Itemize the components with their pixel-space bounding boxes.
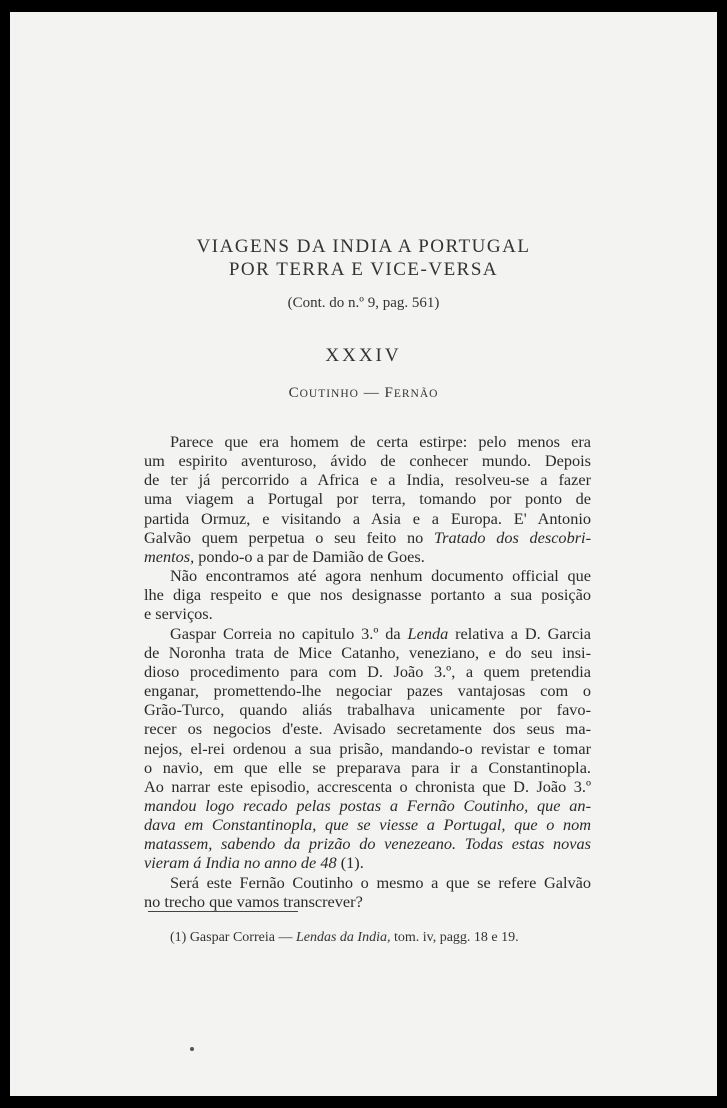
paragraph-2 — [144, 566, 591, 623]
text-line: partida Ormuz, e visitando a Asia e a Europa. E' Antonio — [144, 508, 591, 528]
text-line: de Noronha trata de Mice Catanho, veneziano, e do seu insi- — [144, 642, 591, 662]
text-line: um espirito aventuroso, ávido de conhecer mundo. Depois — [144, 451, 591, 471]
text-line: recer os negocios d'este. Avisado secretamente dos seus ma- — [144, 719, 591, 739]
italic-title: mentos, — [144, 546, 195, 566]
italic-quote-line: dava em Constantinopla, que se viesse a Portugal, que o nom — [144, 815, 591, 835]
text-line: o navio, em que elle se preparava para ir a Constantinopla. — [144, 757, 591, 777]
paragraph-3 — [144, 624, 591, 873]
text-line: no trecho que vamos transcrever? — [144, 891, 363, 911]
text-line: dioso procedimento para com D. João 3.º, a quem pretendia — [144, 661, 591, 681]
heading-dash: — — [358, 385, 385, 401]
footnote-detail: tom. iv, pagg. 18 e 19. — [390, 930, 519, 945]
document-title-line-2: POR TERRA E VICE-VERSA — [228, 259, 499, 280]
footnote-reference: (1). — [336, 853, 364, 873]
text-line: Grão-Turco, quando aliás trabalhava unicamente por favo- — [144, 700, 591, 720]
text-line: enganar, promettendo-lhe negociar pazes vantajosas com o — [144, 681, 591, 701]
document-title-line-1: VIAGENS DA INDIA A PORTUGAL — [196, 236, 531, 257]
text-line: Será este Fernão Coutinho o mesmo a que se refere Galvão — [170, 872, 591, 892]
text-line: Ao narrar este episodio, accrescenta o chronista que D. João 3.º — [144, 776, 591, 796]
body-text — [144, 432, 591, 911]
text-line: Não encontramos até agora nenhum documento official que — [170, 566, 591, 586]
chapter-number: XXXIV — [325, 345, 402, 366]
italic-quote-line: matassem, sabendo da prizão do venezeano. Todas estas novas — [144, 834, 591, 854]
text-line — [144, 853, 591, 872]
section-heading — [0, 385, 727, 402]
text-segment: Galvão quem perpetua o seu feito no — [144, 527, 434, 547]
heading-initial-c: C — [288, 385, 300, 401]
footnote — [170, 930, 519, 946]
text-line: lhe diga respeito e que nos designasse portanto a sua posição — [144, 585, 591, 605]
text-line: e serviços. — [144, 604, 213, 624]
italic-title: Tratado dos descobri- — [433, 527, 591, 547]
paragraph-1 — [144, 432, 591, 566]
page-speck — [190, 1047, 194, 1051]
heading-initial-f: F — [384, 385, 394, 401]
italic-title: Lenda — [407, 623, 449, 643]
text-line: Parece que era homem de certa estirpe: pelo menos era — [170, 432, 591, 451]
text-segment: relativa a D. Garcia — [448, 623, 591, 643]
heading-firstname-rest: ERNÃO — [393, 388, 439, 400]
text-line — [144, 624, 591, 643]
text-line — [144, 547, 591, 566]
paragraph-4 — [144, 873, 591, 911]
text-line: nejos, el-rei ordenou a sua prisão, mandando-o revistar e tomar — [144, 738, 591, 758]
italic-quote-line: mandou logo recado pelas postas a Fernão Coutinho, que an- — [144, 795, 591, 815]
italic-quote-segment: vieram á India no anno de 48 — [144, 853, 337, 873]
continuation-note: (Cont. do n.º 9, pag. 561) — [287, 295, 440, 311]
text-line: de ter já percorrido a Africa e a India, resolveu-se a fazer — [144, 470, 591, 490]
footnote-divider — [148, 911, 298, 912]
text-segment: Gaspar Correia no capitulo 3.º da — [170, 623, 408, 643]
footnote-work-title: Lendas da India, — [295, 930, 391, 945]
text-line — [144, 528, 591, 547]
text-segment: pondo-o a par de Damião de Goes. — [194, 546, 425, 566]
heading-surname-rest: OUTINHO — [299, 388, 359, 400]
text-line: uma viagem a Portugal por terra, tomando por ponto de — [144, 489, 591, 509]
footnote-marker: (1) Gaspar Correia — — [170, 930, 296, 945]
